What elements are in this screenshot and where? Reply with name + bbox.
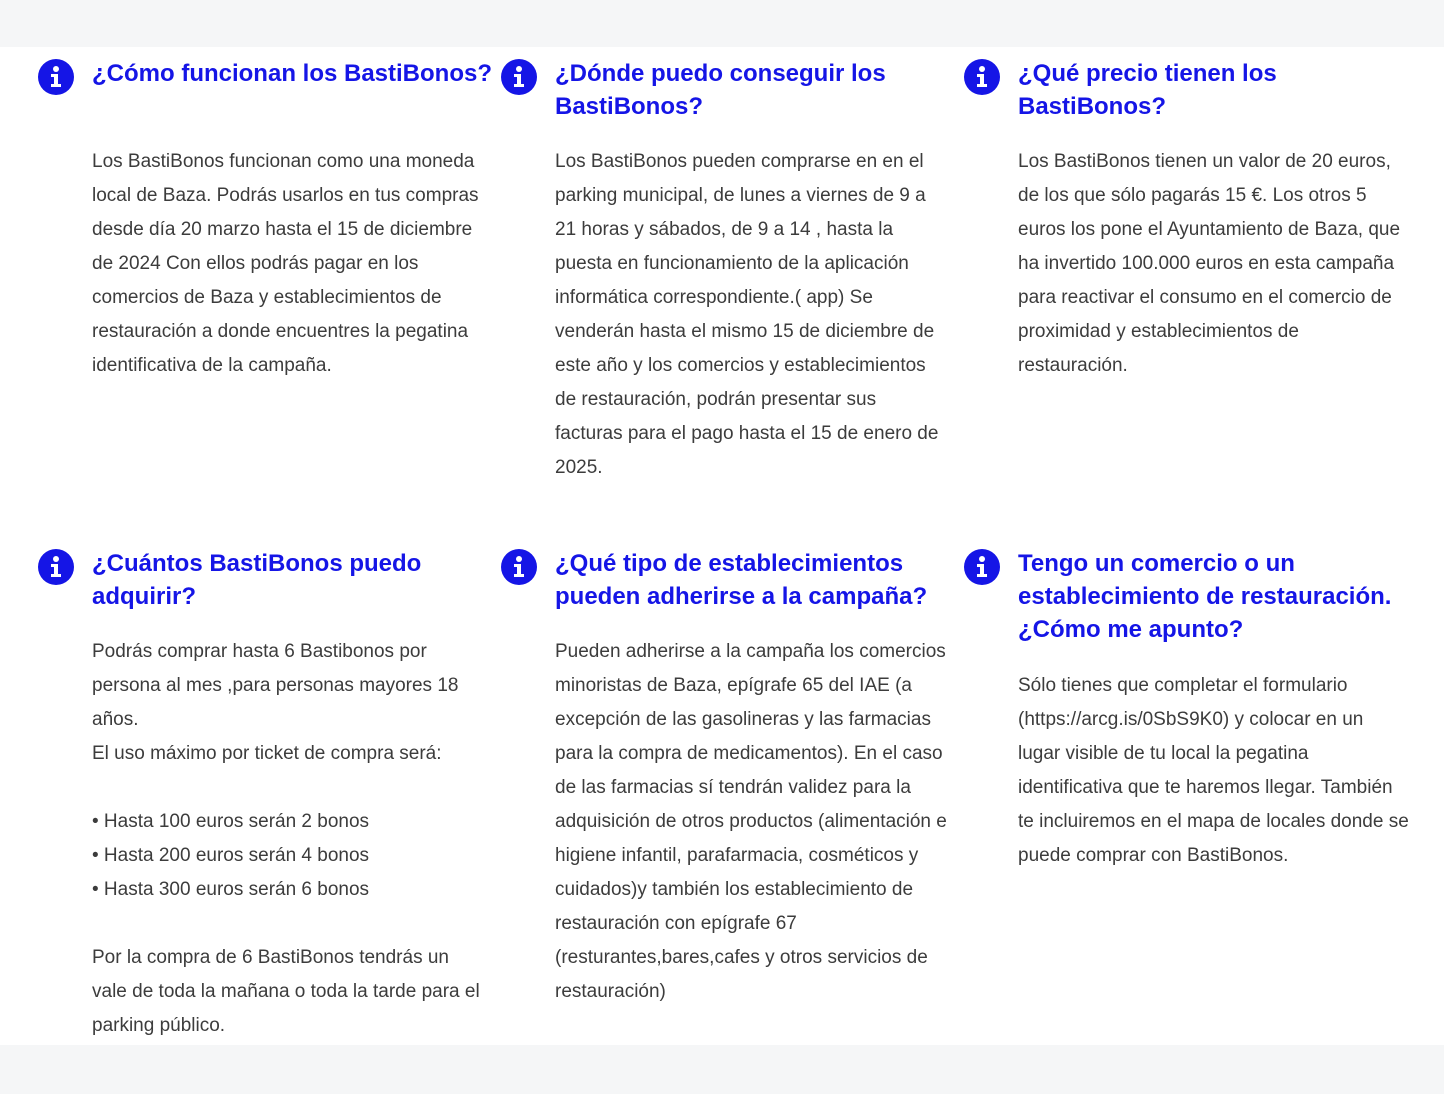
info-icon [964, 549, 1000, 585]
faq-question: ¿Qué tipo de establecimientos pueden adherirse a la campaña? [555, 550, 928, 610]
faq-question: ¿Cuántos BastiBonos puedo adquirir? [92, 550, 422, 610]
info-icon [38, 549, 74, 585]
faq-answer: Podrás comprar hasta 6 Bastibonos por persona al mes ,para personas mayores 18 años. El uso máximo por ticket de compra será: • Hasta 100 euros serán 2 bonos • Hasta 200 euros serán 4 bonos • Hasta 300 euros serán 6 bonos Por la compra de 6 BastiBonos tendrás un vale de toda la mañana o toda la tarde para el parking público. [92, 641, 480, 1036]
faq-question: ¿Cómo funcionan los BastiBonos? [92, 60, 492, 87]
info-icon [964, 59, 1000, 95]
faq-answer: Sólo tienes que completar el formulario (https://arcg.is/0SbS9K0) y colocar en un lugar visible de tu local la pegatina identificativa que te haremos llegar. También te incluiremos en el mapa de locales donde se puede comprar con BastiBonos. [1018, 675, 1409, 866]
info-icon [38, 59, 74, 95]
faq-question: ¿Qué precio tienen los BastiBonos? [1018, 60, 1277, 120]
info-icon [501, 549, 537, 585]
faq-answer: Los BastiBonos pueden comprarse en en el parking municipal, de lunes a viernes de 9 a 21 horas y sábados, de 9 a 14 , hasta la puesta en funcionamiento de la aplicación informática correspondiente.( app) Se venderán hasta el mismo 15 de diciembre de este año y los comercios y establecimientos de restauración, podrán presentar sus facturas para el pago hasta el 15 de enero de 2025. [555, 151, 939, 478]
faq-question: ¿Dónde puedo conseguir los BastiBonos? [555, 60, 886, 120]
faq-answer: Pueden adherirse a la campaña los comercios minoristas de Baza, epígrafe 65 del IAE (a excepción de las gasolineras y las farmacias para la compra de medicamentos). En el caso de las farmacias sí tendrán validez para la adquisición de otros productos (alimentación e higiene infantil, parafarmacia, cosméticos y cuidados)y también los establecimiento de restauración con epígrafe 67 (resturantes,bares,cafes y otros servicios de restauración) [555, 641, 947, 1002]
faq-section [0, 47, 1444, 1045]
faq-answer: Los BastiBonos tienen un valor de 20 euros, de los que sólo pagarás 15 €. Los otros 5 euros los pone el Ayuntamiento de Baza, que ha invertido 100.000 euros en esta campaña para reactivar el consumo en el comercio de proximidad y establecimientos de restauración. [1018, 151, 1401, 376]
faq-question: Tengo un comercio o un establecimiento de restauración. ¿Cómo me apunto? [1018, 550, 1392, 643]
faq-answer: Los BastiBonos funcionan como una moneda local de Baza. Podrás usarlos en tus compras desde día 20 marzo hasta el 15 de diciembre de 2024 Con ellos podrás pagar en los comercios de Baza y establecimientos de restauración a donde encuentres la pegatina identificativa de la campaña. [92, 151, 479, 376]
info-icon [501, 59, 537, 95]
